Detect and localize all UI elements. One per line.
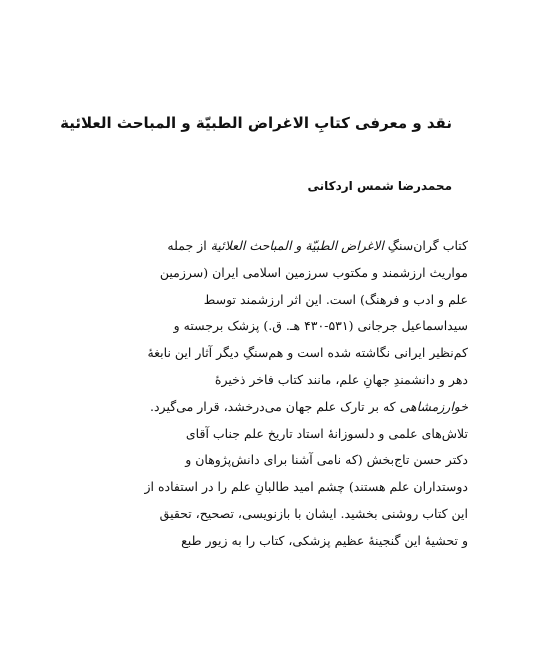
body-line: دوستداران علم هستند) چشم امید طالبانِ علم را در استفاده از [144, 479, 468, 495]
body-line: این کتاب روشنی بخشید. ایشان با بازنویسی، تصحیح، تحقیق [159, 505, 468, 521]
article-title: نقد و معرفی کتابِ الاغراض الطبیّة و المباحث العلائیة [60, 114, 452, 132]
body-line: دکتر حسن تاج‌بخش (که نامی آشنا برای دانش‌پژوهان و [185, 452, 468, 468]
author-name: محمدرضا شمس اردکانی [307, 179, 452, 193]
body-line: علم و ادب و فرهنگ) است. این اثر ارزشمند توسط [203, 291, 468, 307]
body-line: دهر و دانشمندِ جهانِ علم، مانند کتاب فاخر ذخیرهٔ [214, 371, 468, 387]
body-line: کم‌نظیر ایرانی نگاشته شده است و هم‌سنگِ دیگر آثار این نابغهٔ [147, 345, 468, 361]
body-line: خوارزمشاهی که بر تارک علم جهان می‌درخشد، قرار می‌گیرد. [150, 398, 468, 414]
body-line: مواریث ارزشمند و مکتوب سرزمین اسلامی ایران (سرزمین [159, 264, 468, 280]
body-line: و تحشیهٔ این گنجینهٔ عظیم پزشکی، کتاب را به زیور طبع [181, 532, 468, 548]
body-line: تلاش‌های علمی و دلسوزانهٔ استاد تاریخ علم جناب آقای [185, 425, 468, 441]
body-line: کتاب گران‌سنگِ الاغراض الطبیّة و المباحث العلائیة از جمله [167, 238, 468, 253]
body-line: سیداسماعیل جرجانی (۵۳۱-۴۳۰ هـ. ق.) پزشک برجسته و [173, 318, 468, 334]
article-body [84, 233, 468, 555]
